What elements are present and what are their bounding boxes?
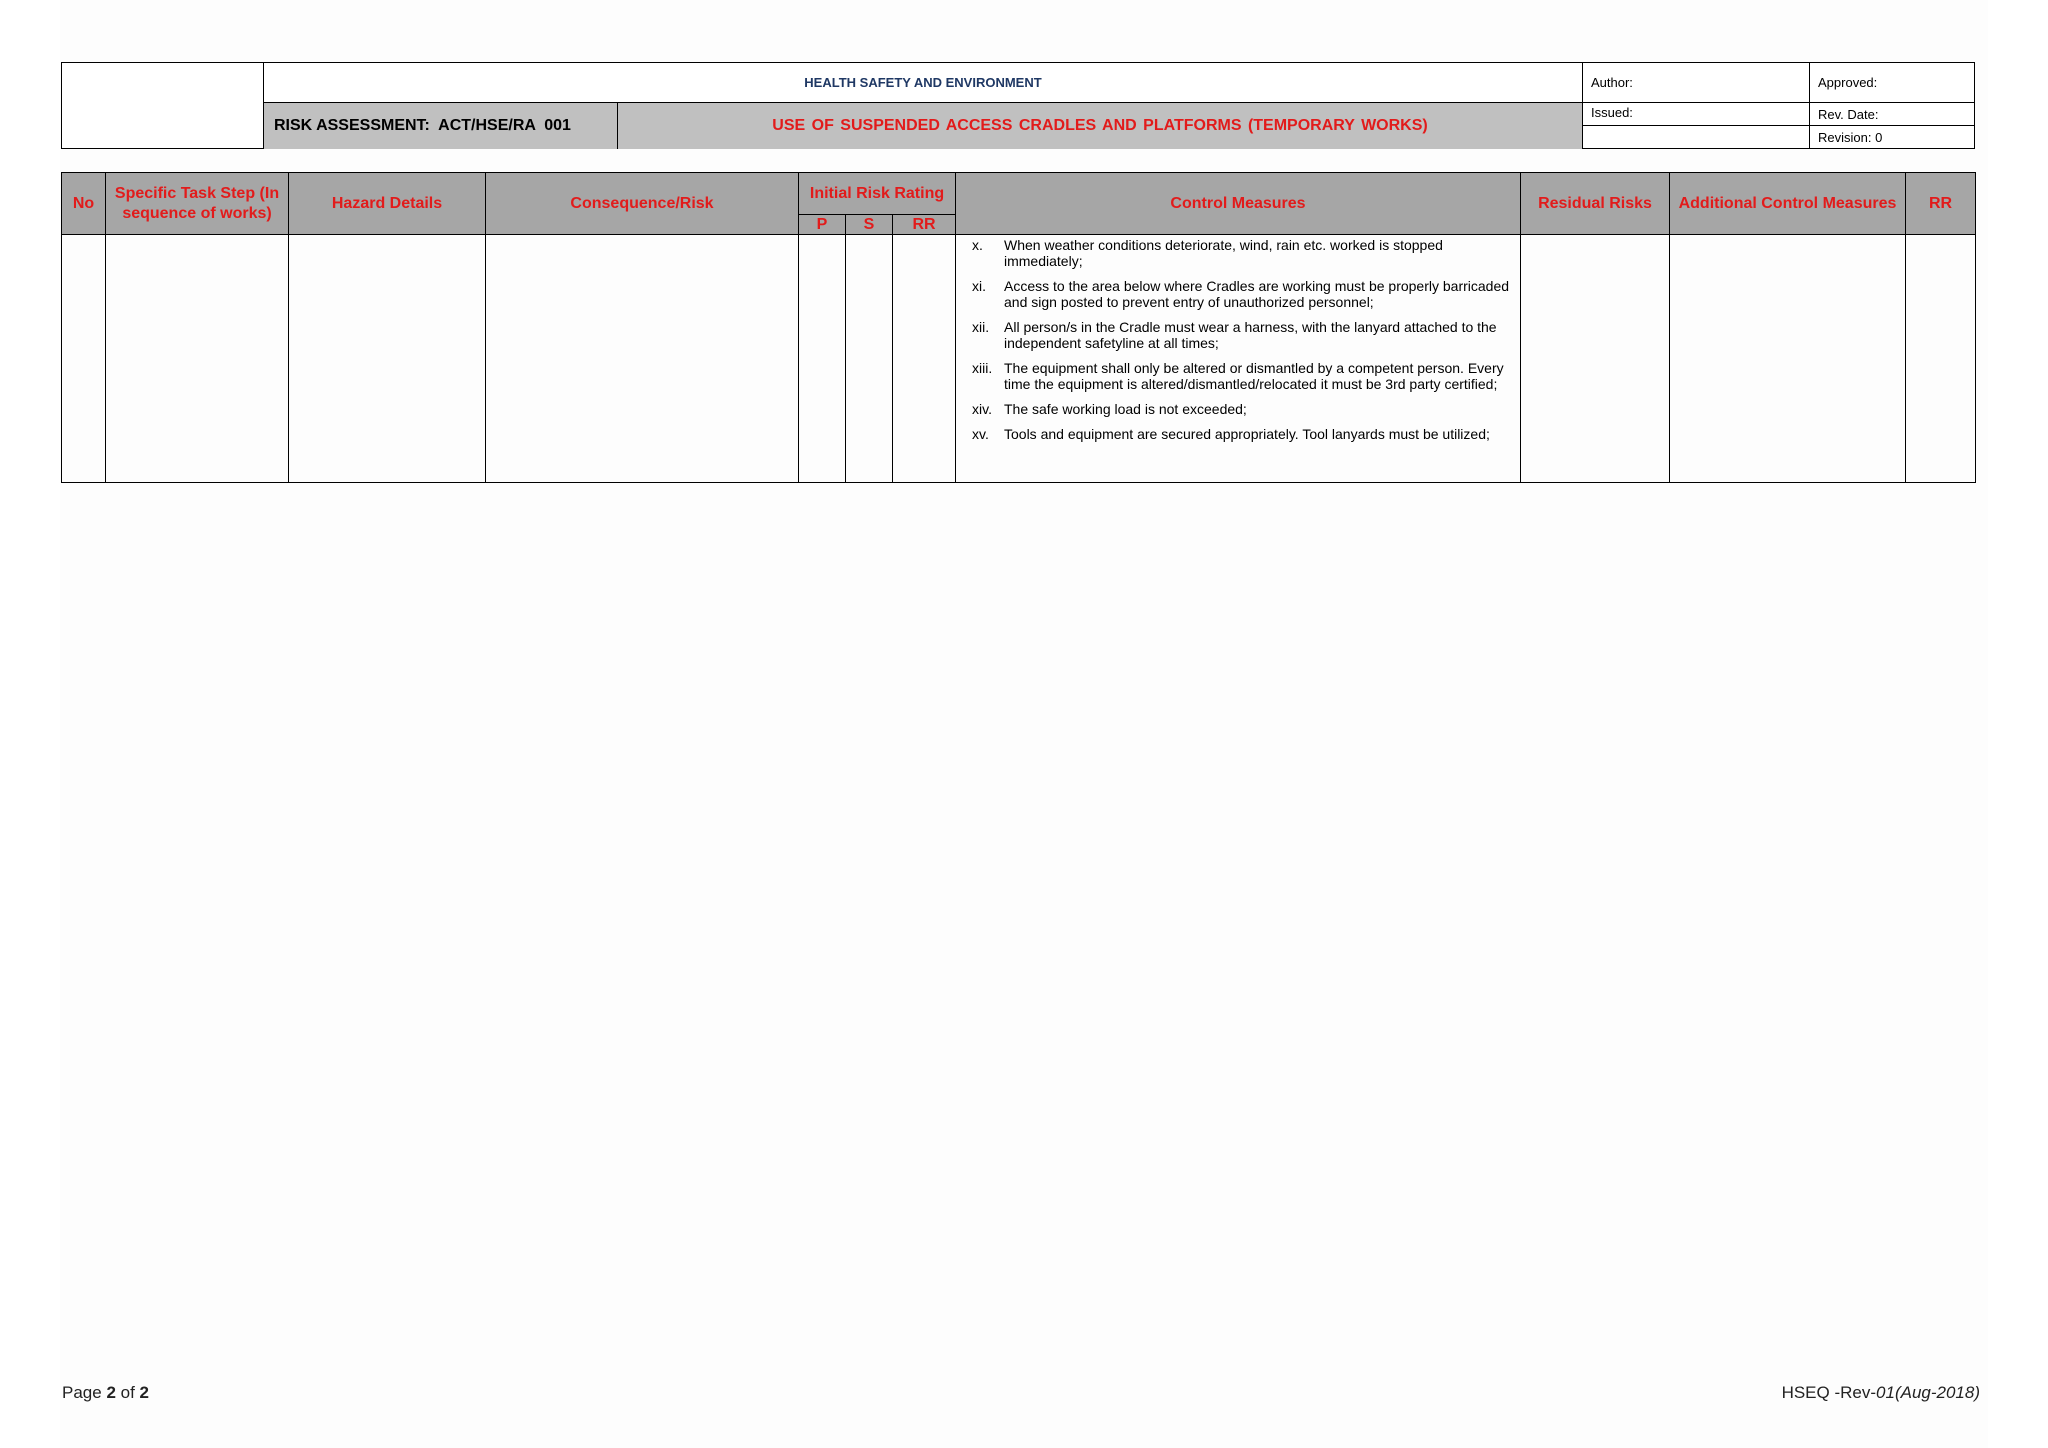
- cell-task-step: [106, 235, 289, 483]
- col-header-residual-risks: Residual Risks: [1521, 173, 1670, 235]
- rev-date-field: Rev. Date:: [1810, 103, 1974, 126]
- col-header-rr: RR: [893, 215, 956, 235]
- col-header-p: P: [799, 215, 846, 235]
- cell-hazard-details: [289, 235, 486, 483]
- risk-assessment-table: [61, 172, 1976, 483]
- cell-no: [62, 235, 106, 483]
- col-header-rr-final: RR: [1906, 173, 1976, 235]
- list-item: x. When weather conditions deteriorate, wind, rain etc. worked is stopped immediately;: [972, 237, 1443, 270]
- col-header-control-measures: Control Measures: [956, 173, 1521, 235]
- col-header-consequence: Consequence/Risk: [486, 173, 799, 235]
- control-measures-list: [956, 235, 1520, 442]
- list-item: xiii. The equipment shall only be altered or dismantled by a competent person. Every time the equipment is altered/dismantled/relocated it must be 3rd party certified;: [972, 360, 1504, 393]
- issued-field: Issued:: [1583, 103, 1810, 126]
- col-header-additional-controls: Additional Control Measures: [1670, 173, 1906, 235]
- document-revision-code: HSEQ -Rev-01(Aug-2018): [1781, 1383, 1980, 1402]
- col-header-s: S: [846, 215, 893, 235]
- cell-s: [846, 235, 893, 483]
- risk-assessment-title: USE OF SUSPENDED ACCESS CRADLES AND PLATFORMS (TEMPORARY WORKS): [618, 103, 1583, 149]
- document-header: [61, 62, 1975, 149]
- cell-rr-final: [1906, 235, 1976, 483]
- cell-additional-controls: [1670, 235, 1906, 483]
- list-item: xii. All person/s in the Cradle must wear a harness, with the lanyard attached to the independent safetyline at all times;: [972, 319, 1497, 352]
- list-item: xi. Access to the area below where Cradles are working must be properly barricaded and sign posted to prevent entry of unauthorized personnel;: [972, 278, 1510, 311]
- cell-p: [799, 235, 846, 483]
- list-item: xiv. The safe working load is not exceeded;: [972, 401, 1247, 418]
- col-header-initial-risk: Initial Risk Rating: [799, 173, 956, 215]
- table-row: [62, 235, 1976, 483]
- col-header-no: No: [62, 173, 106, 235]
- cell-residual-risks: [1521, 235, 1670, 483]
- col-header-task-step: Specific Task Step (In sequence of works): [106, 173, 289, 235]
- logo-placeholder: [62, 63, 264, 148]
- col-header-hazard-details: Hazard Details: [289, 173, 486, 235]
- page-number: Page 2 of 2: [62, 1383, 149, 1402]
- cell-rr: [893, 235, 956, 483]
- approved-field: Approved:: [1810, 63, 1974, 103]
- cell-control-measures: [956, 235, 1521, 483]
- revision-field: Revision: 0: [1818, 130, 1883, 145]
- author-field: Author:: [1583, 63, 1810, 103]
- list-item: xv. Tools and equipment are secured appropriately. Tool lanyards must be utilized;: [972, 426, 1490, 443]
- risk-assessment-code: RISK ASSESSMENT: ACT/HSE/RA 001: [264, 103, 618, 149]
- department-title: HEALTH SAFETY AND ENVIRONMENT: [264, 63, 1583, 103]
- issued-value: [1583, 126, 1810, 149]
- cell-consequence: [486, 235, 799, 483]
